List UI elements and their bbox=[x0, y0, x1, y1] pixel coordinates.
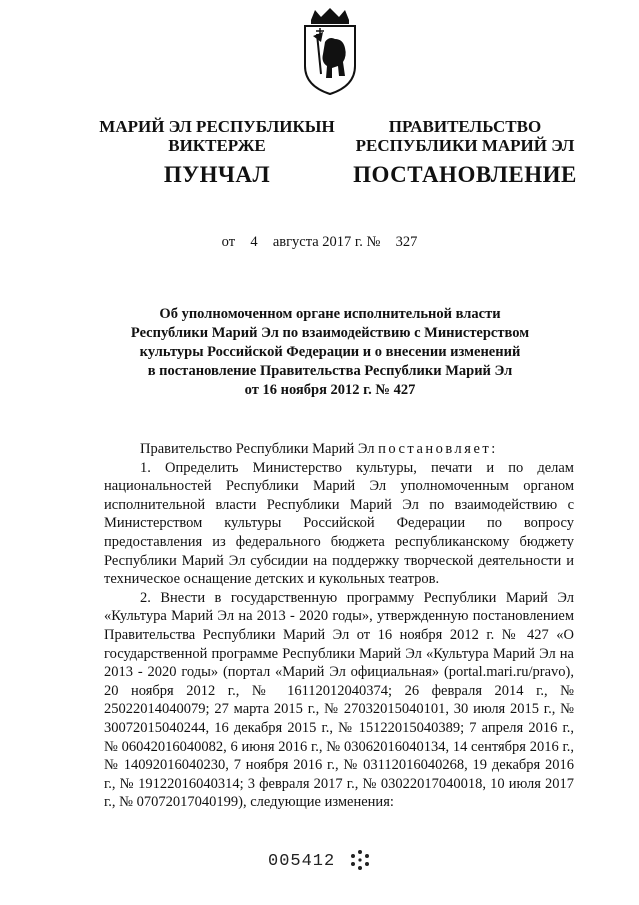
header-right-line1: ПРАВИТЕЛЬСТВО bbox=[388, 117, 542, 136]
intro-prefix: Правительство Республики Марий Эл bbox=[140, 441, 375, 457]
title-line: Республики Марий Эл по взаимодействию с Министерством bbox=[130, 325, 530, 341]
date-day: 4 bbox=[250, 234, 258, 250]
document-date-number bbox=[0, 234, 639, 251]
paragraph-1: 1. Определить Министерство культуры, печати и по делам национальностей Республики Марий Эл уполномоченным органом исполнительной власти Республики Марий Эл по взаимодействию с Министерством культуры Российской Федерации по вопросу предоставления из федерального бюджета республиканскому бюджету Республики Марий Эл субсидии на поддержку творческой деятельности и техническое оснащение детских и кукольных театров. bbox=[104, 459, 574, 588]
header-right-block bbox=[345, 117, 585, 187]
header-left-line1: МАРИЙ ЭЛ РЕСПУБЛИКЫН bbox=[99, 117, 335, 136]
header-left-block bbox=[92, 117, 342, 187]
stamp-star-icon bbox=[350, 849, 370, 871]
document-number: 327 bbox=[395, 234, 418, 250]
header-left-title: ПУНЧАЛ bbox=[163, 162, 271, 187]
coat-of-arms-emblem bbox=[299, 6, 361, 96]
date-from-label: от bbox=[221, 234, 236, 250]
number-sign: № bbox=[366, 234, 381, 250]
header-left-line2: ВИКТЕРЖЕ bbox=[168, 136, 266, 155]
paragraph-2: 2. Внести в государственную программу Республики Марий Эл «Культура Марий Эл на 2013 - 2020 годы», утвержденную постановлением Правительства Республики Марий Эл от 16 ноября 2012 г. № 427 «О государственной программе Республики Марий Эл «Культура Марий Эл на 2013 - 2020 годы» (портал «Марий Эл официальная» (portal.mari.ru/pravo), 20 ноября 2012 г., № 16112012040374; 26 февраля 2014 г., № 25022014040079; 27 марта 2015 г., № 27032015040101, 30 июля 2015 г., № 30072015040244, 16 декабря 2015 г., № 15122015040389; 7 апреля 2016 г., № 06042016040082, 6 июня 2016 г., № 03062016040134, 14 сентября 2016 г., № 14092016040230, 7 ноября 2016 г., № 03112016040268, 19 декабря 2016 г., № 19122016040314; 3 февраля 2017 г., № 03022017040018, 10 июля 2017 г., № 07072017040199), следующие изменения: bbox=[104, 589, 574, 811]
document-title bbox=[100, 305, 560, 400]
intro-paragraph bbox=[104, 440, 574, 459]
title-line: Об уполномоченном органе исполнительной власти bbox=[159, 306, 501, 322]
header-right-line2: РЕСПУБЛИКИ МАРИЙ ЭЛ bbox=[355, 136, 575, 155]
title-line: от 16 ноября 2012 г. № 427 bbox=[244, 382, 416, 398]
intro-decree-word: постановляет: bbox=[378, 441, 498, 457]
serial-number-stamp: 005412 bbox=[268, 852, 336, 871]
document-body bbox=[104, 440, 574, 812]
date-month-year: августа 2017 г. bbox=[272, 234, 363, 250]
title-line: культуры Российской Федерации и о внесении изменений bbox=[139, 344, 521, 360]
title-line: в постановление Правительства Республики Марий Эл bbox=[147, 363, 513, 379]
header-right-title: ПОСТАНОВЛЕНИЕ bbox=[353, 162, 577, 187]
